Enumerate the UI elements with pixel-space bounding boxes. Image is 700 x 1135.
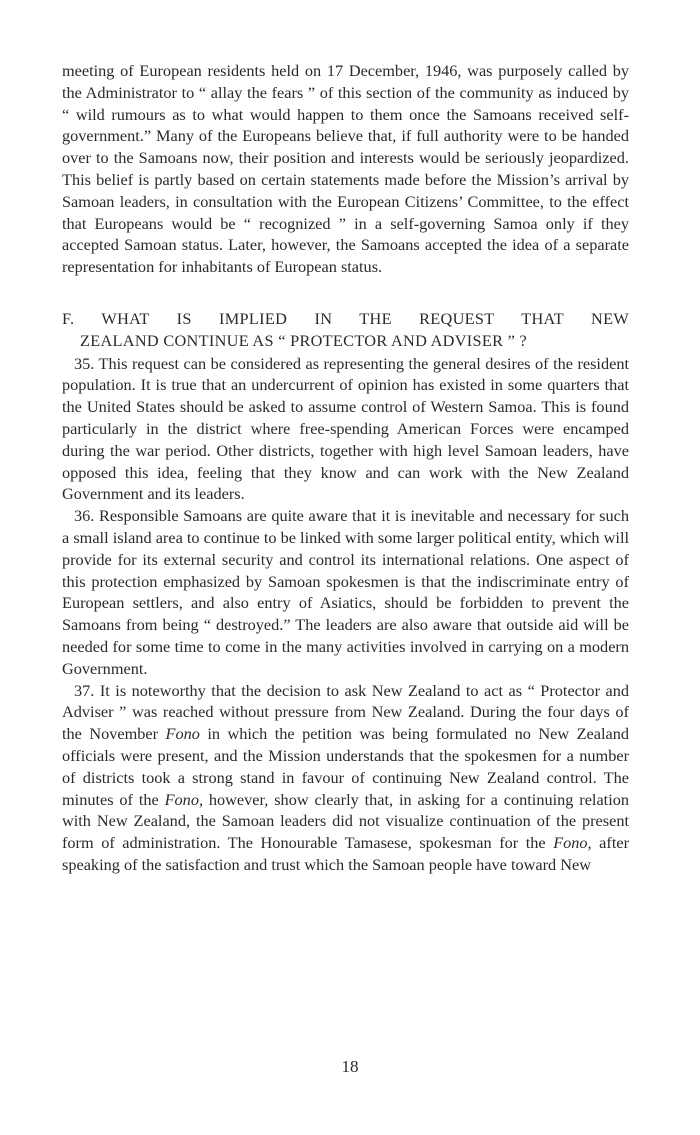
section-heading-line-1: F. WHAT IS IMPLIED IN THE REQUEST THAT NEW [62, 308, 629, 328]
paragraph-37-text-2: in which the petition was being formulated no New Zealand officials were present, and the Mission understands that the spokesmen for a number of districts took a strong stand in favour of continuing New Zealand control. The minutes of the [62, 724, 630, 809]
fono-term: Fono, [553, 833, 592, 853]
section-heading-line-2: ZEALAND CONTINUE AS “ PROTECTOR AND ADVISER ” ? [80, 330, 528, 350]
fono-term: Fono [165, 724, 200, 744]
page-number: 18 [341, 1057, 359, 1076]
paragraph-37-text-4: after speaking of the satisfaction and trust which the Samoan people have toward New [62, 833, 629, 874]
paragraph-37 [62, 680, 629, 876]
fono-term: Fono, [164, 789, 204, 809]
opening-paragraph: meeting of European residents held on 17 December, 1946, was purposely called by the Administrator to “ allay the fears ” of this section of the community as induced by “ wild rumours as to what would happen to them once the Samoans received self-government.” Many of the Europeans believe that, if full authority were to be handed over to the Samoans now, their position and interests would be seriously jeopardized. This belief is partly based on certain statements made before the Mission’s arrival by Samoan leaders, in consultation with the European Citizens’ Committee, to the effect that Europeans would be “ recognized ” in a self-governing Samoa only if they accepted Samoan status. Later, however, the Samoans accepted the idea of a separate representation for inhabitants of European status. [62, 61, 629, 277]
paragraph-37-text-3: however, show clearly that, in asking for a continuing relation with New Zealand, the Samoan leaders did not visualize continuation of the present form of administration. The Honourable Tamasese, spokesman for the [62, 789, 630, 853]
paragraph-35: 35. This request can be considered as representing the general desires of the resident population. It is true that an undercurrent of opinion has existed in some quarters that the United States should be asked to assume control of Western Samoa. This is found particularly in the district where free-spending American Forces were encamped during the war period. Other districts, together with high level Samoan leaders, have opposed this idea, feeling that they know and can work with the New Zealand Government and its leaders. [62, 353, 629, 504]
paragraph-36: 36. Responsible Samoans are quite aware that it is inevitable and necessary for such a small island area to continue to be linked with some larger political entity, which will provide for its external security and control its international relations. One aspect of this protection emphasized by Samoan spokesmen is that the indiscriminate entry of European settlers, and also entry of Asiatics, should be forbidden to prevent the Samoans from being “ destroyed.” The leaders are also aware that outside aid will be needed for some time to come in the many activities involved in carrying on a modern Government. [62, 506, 629, 678]
paragraph-37-text-1: 37. It is noteworthy that the decision to ask New Zealand to act as “ Protector and Adviser ” was reached without pressure from New Zealand. During the four days of the November [62, 680, 629, 744]
document-page [62, 60, 629, 876]
